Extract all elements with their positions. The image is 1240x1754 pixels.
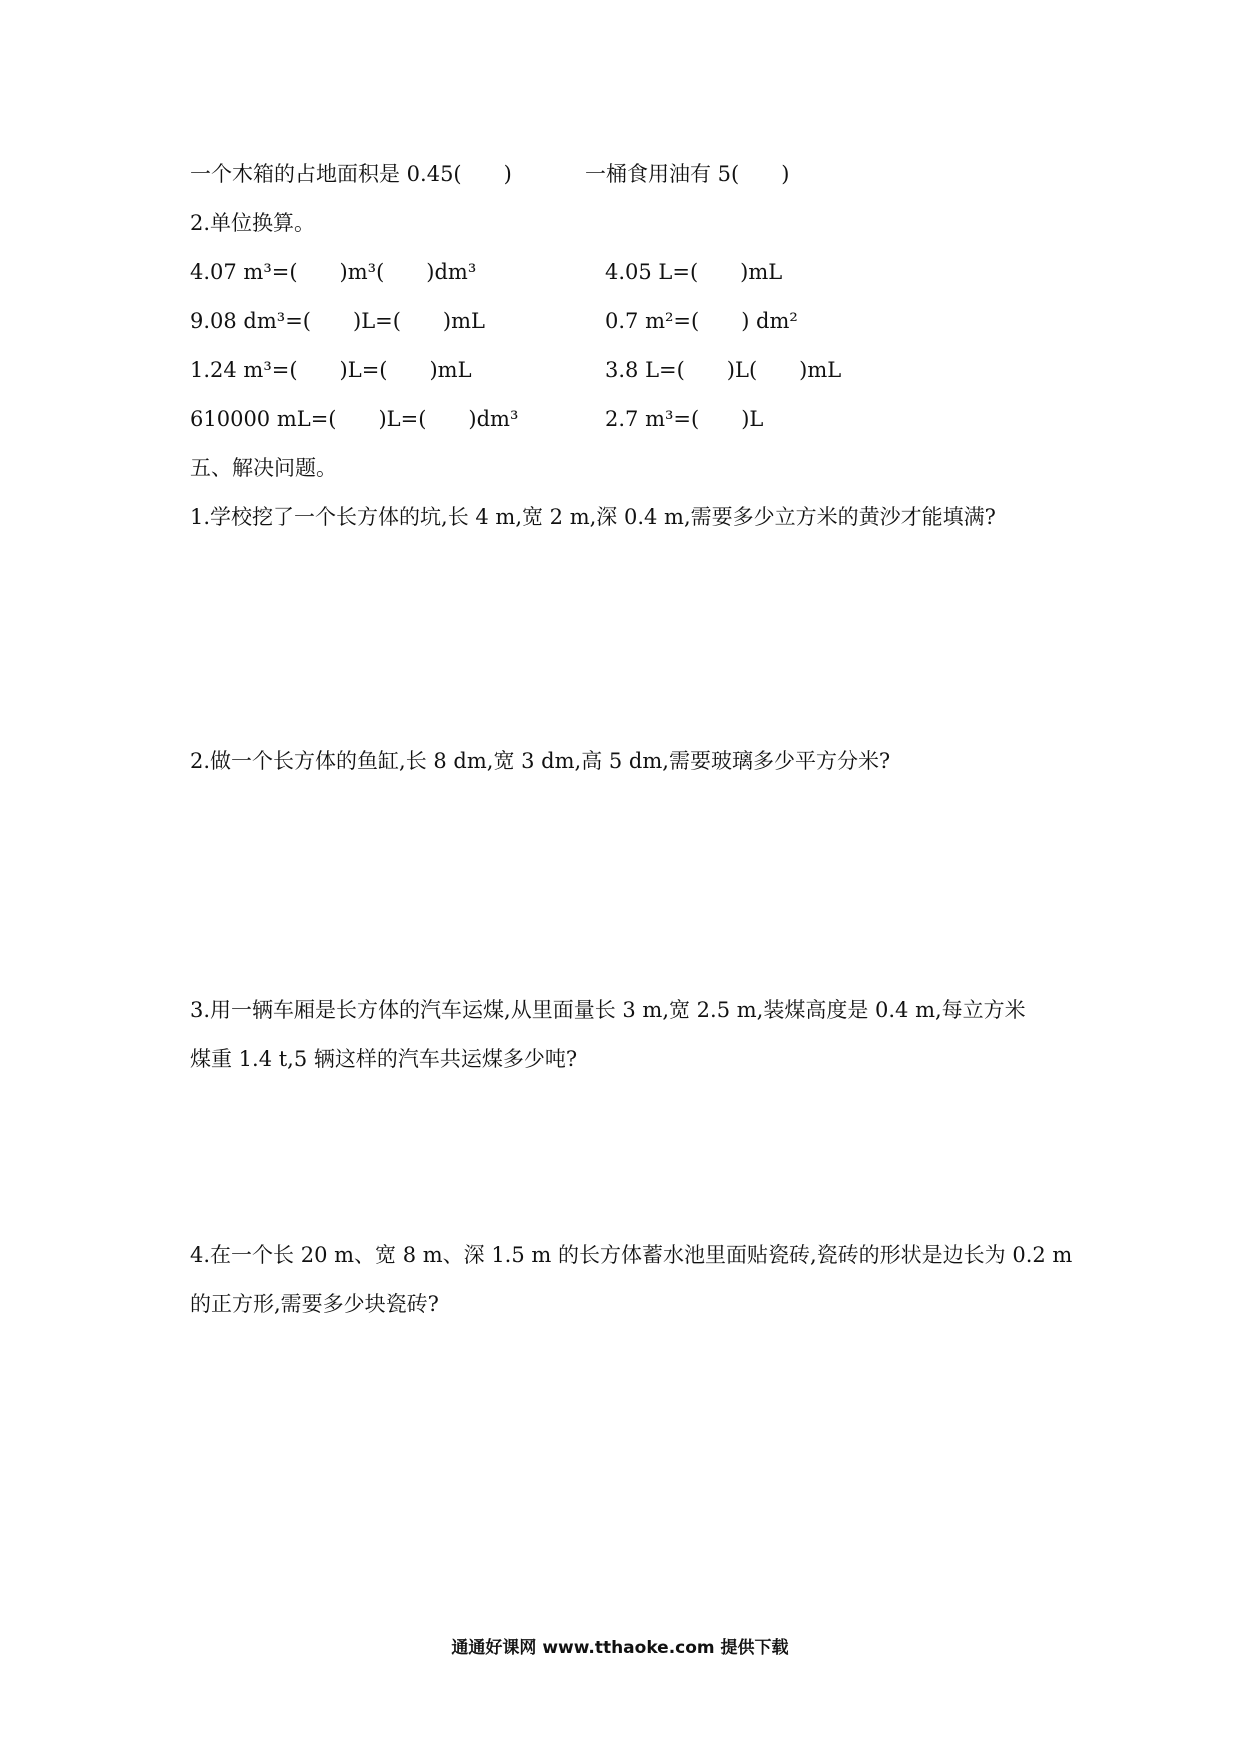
conversion-row-4-right: 2.7 m³=( )L xyxy=(605,407,764,431)
question-3-line-2: 煤重 1.4 t,5 辆这样的汽车共运煤多少吨? xyxy=(190,1047,578,1071)
section5-title: 五、解决问题。 xyxy=(190,456,337,480)
conversion-row-1-right: 4.05 L=( )mL xyxy=(605,260,783,284)
conversion-row-1-left: 4.07 m³=( )m³( )dm³ xyxy=(190,260,477,284)
conversion-row-4-left: 610000 mL=( )L=( )dm³ xyxy=(190,407,519,431)
question-4-line-2: 的正方形,需要多少块瓷砖? xyxy=(190,1292,439,1316)
top-row-right: 一桶食用油有 5( ) xyxy=(585,162,790,186)
question-3-line-1: 3.用一辆车厢是长方体的汽车运煤,从里面量长 3 m,宽 2.5 m,装煤高度是 0.4 m,每立方米 xyxy=(190,998,1026,1022)
top-row-left: 一个木箱的占地面积是 0.45( ) xyxy=(190,162,512,186)
footer-source: 通通好课网 www.tthaoke.com 提供下载 xyxy=(451,1638,789,1658)
question-1: 1.学校挖了一个长方体的坑,长 4 m,宽 2 m,深 0.4 m,需要多少立方米的黄沙才能填满? xyxy=(190,505,996,529)
conversion-row-2-left: 9.08 dm³=( )L=( )mL xyxy=(190,309,485,333)
conversion-row-2-right: 0.7 m²=( ) dm² xyxy=(605,309,798,333)
question-2: 2.做一个长方体的鱼缸,长 8 dm,宽 3 dm,高 5 dm,需要玻璃多少平方分米? xyxy=(190,749,891,773)
question-4-line-1: 4.在一个长 20 m、宽 8 m、深 1.5 m 的长方体蓄水池里面贴瓷砖,瓷砖的形状是边长为 0.2 m xyxy=(190,1243,1073,1267)
section2-title: 2.单位换算。 xyxy=(190,211,316,235)
conversion-row-3-right: 3.8 L=( )L( )mL xyxy=(605,358,842,382)
conversion-row-3-left: 1.24 m³=( )L=( )mL xyxy=(190,358,472,382)
